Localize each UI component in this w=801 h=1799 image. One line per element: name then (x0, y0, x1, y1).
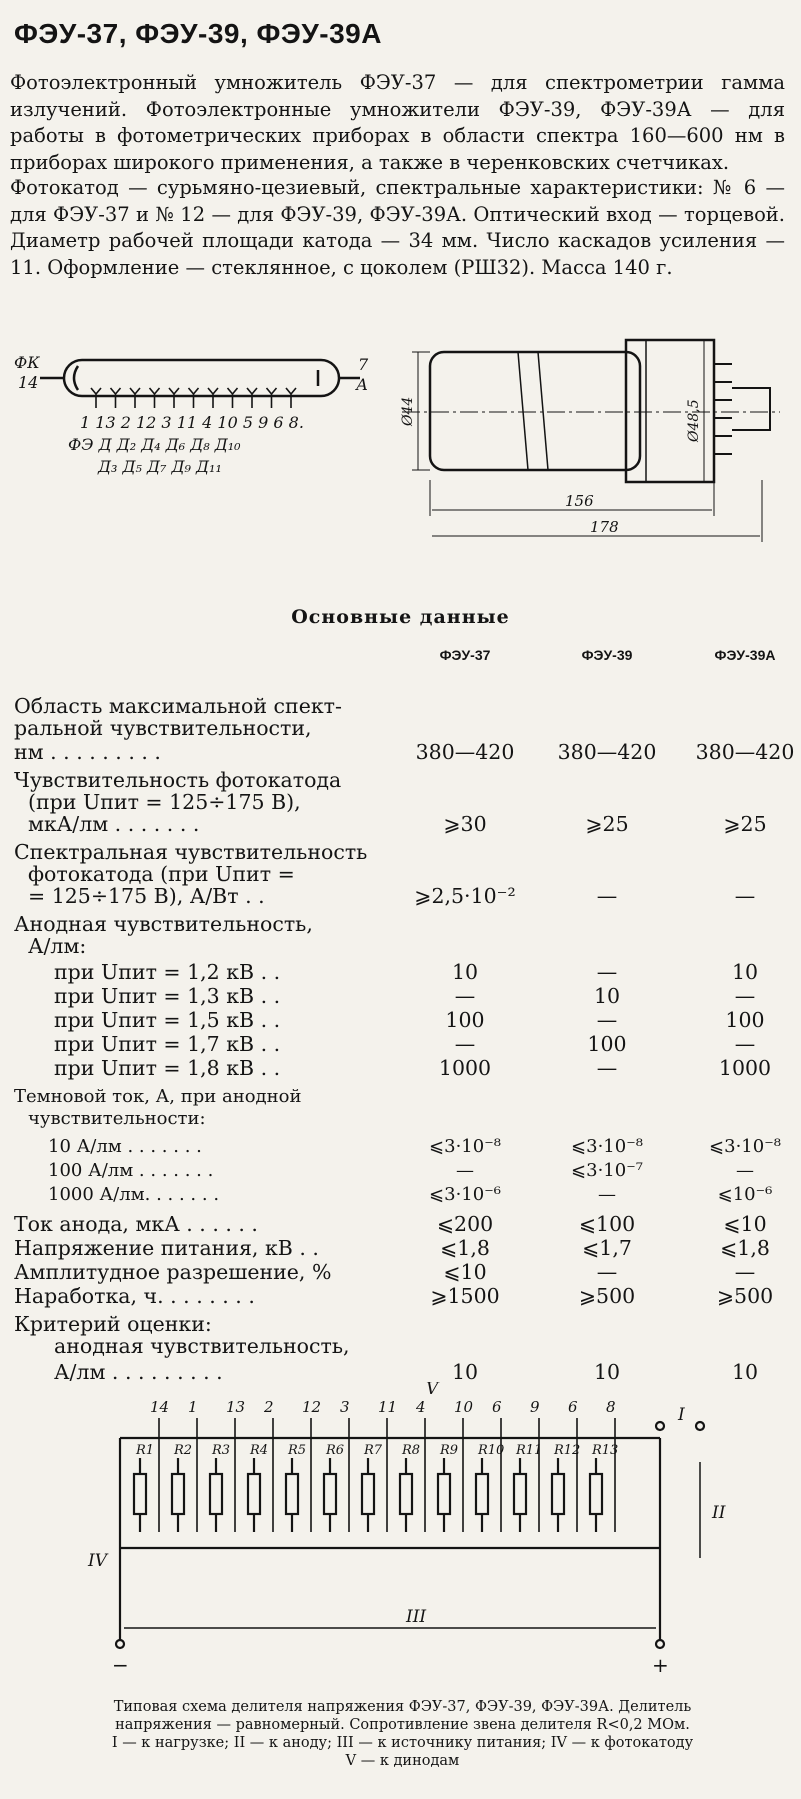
resistor-label: R3 (212, 1443, 231, 1458)
row-value-feu-39a: ⩽3·10⁻⁸ (709, 1136, 781, 1157)
row-label: 1000 А/лм. . . . . . . (48, 1184, 220, 1205)
row-label: Чувствительность фотокатода (14, 768, 342, 792)
resistor (552, 1474, 564, 1514)
row-value-feu-39a: ⩽10⁻⁶ (717, 1184, 773, 1205)
pin-label: 4 (416, 1398, 426, 1416)
resistor-label: R6 (326, 1443, 345, 1458)
dynode-symbol (247, 388, 257, 408)
label-v-dynodes: V (426, 1382, 439, 1399)
dimension-d48-5: Ø48,5 (686, 399, 702, 442)
intro-paragraph-purpose: Фотоэлектронный умножитель ФЭУ-37 — для спектрометрии гамма излучений. Фотоэлектронные умножители ФЭУ-39, ФЭУ-39А — для работы в фотометрических приборах в области спектра 160—600 нм в приборах широкого применения, а также в черенковских счетчиках. (10, 71, 785, 174)
row-value-feu-39: — (596, 884, 618, 908)
row-label: при Uпит = 1,3 кВ . . (54, 984, 281, 1008)
row-value-feu-39: ⩽3·10⁻⁷ (571, 1160, 643, 1181)
intro-paragraph-specs: Фотокатод — сурьмяно-цезиевый, спектральные характеристики: № 6 — для ФЭУ-37 и № 12 — для ФЭУ-39, ФЭУ-39А. Оптический вход — торцевой. Диаметр рабочей площади катода — 34 мм. Число каскадов усиления — 11. Оформление — стеклянное, с цоколем (РШ32). Масса 140 г. (10, 176, 785, 279)
row-label: Область максимальной спект- (14, 694, 342, 718)
caption-line-4: V — к динодам (345, 1753, 460, 1769)
row-value-feu-39a: ⩾500 (716, 1284, 774, 1308)
pin-label: 2 (264, 1398, 274, 1416)
label-photocathode: ФК (14, 353, 40, 372)
label-pin-7: 7 (358, 355, 369, 374)
row-value-feu-39a: — (736, 1160, 754, 1181)
row-label: ральной чувствительности, (14, 716, 312, 740)
resistor-label: R4 (250, 1443, 269, 1458)
row-value-feu-37: ⩽10 (443, 1260, 487, 1284)
row-value-feu-39: — (596, 1260, 618, 1284)
resistor (324, 1474, 336, 1514)
row-label: фотокатода (при Uпит = (28, 862, 295, 886)
row-label: при Uпит = 1,5 кВ . . (54, 1008, 281, 1032)
resistor (210, 1474, 222, 1514)
row-label: Напряжение питания, кВ . . (14, 1236, 319, 1260)
row-label: А/лм: (28, 934, 87, 958)
plus-terminal: + (652, 1653, 669, 1677)
row-value-feu-39: ⩽3·10⁻⁸ (571, 1136, 643, 1157)
row-label: Критерий оценки: (14, 1312, 212, 1336)
resistor-label: R11 (516, 1443, 543, 1458)
resistor (514, 1474, 526, 1514)
row-label: 100 А/лм . . . . . . . (48, 1160, 214, 1181)
dynode-symbol (130, 388, 140, 408)
resistor-label: R7 (364, 1443, 383, 1458)
dynode-symbol (111, 388, 121, 408)
resistor (438, 1474, 450, 1514)
tube-diagram (0, 330, 801, 560)
row-label: при Uпит = 1,8 кВ . . (54, 1056, 281, 1080)
row-value-feu-39: 10 (593, 984, 621, 1008)
resistor-chain (134, 1418, 615, 1532)
page-title: ФЭУ-37, ФЭУ-39, ФЭУ-39А (14, 18, 382, 49)
pin-label: 6 (568, 1398, 578, 1416)
row-value-feu-39a: ⩽1,8 (720, 1236, 770, 1260)
row-value-feu-37: ⩾30 (443, 812, 487, 836)
dynode-symbols (91, 388, 296, 408)
caption-line-1: Типовая схема делителя напряжения ФЭУ-37, ФЭУ-39, ФЭУ-39А. Делитель (113, 1699, 692, 1715)
row-value-feu-39a: — (734, 1260, 756, 1284)
electrode-labels-row2: Д₃ Д₅ Д₇ Д₉ Д₁₁ (98, 457, 222, 476)
dimension-178: 178 (590, 518, 619, 536)
row-value-feu-39: — (598, 1184, 616, 1205)
row-label: Ток анода, мкА . . . . . . (14, 1212, 258, 1236)
row-value-feu-39: ⩾25 (585, 812, 629, 836)
row-value-feu-39a: ⩽10 (723, 1212, 767, 1236)
dynode-symbol (286, 388, 296, 408)
label-ii-anode: II (712, 1503, 726, 1523)
row-value-feu-39: 10 (593, 1360, 621, 1384)
dimension-156: 156 (565, 492, 594, 510)
resistor-label: R2 (174, 1443, 193, 1458)
pin-label: 6 (492, 1398, 502, 1416)
row-value-feu-39a: 10 (731, 960, 759, 984)
pin-numbers: 1 13 2 12 3 11 4 10 5 9 6 8. (80, 413, 304, 432)
label-i-load: I (678, 1405, 685, 1425)
label-anode: А (356, 375, 369, 394)
pin-label: 3 (340, 1398, 350, 1416)
pin-label: 12 (302, 1398, 322, 1416)
row-value-feu-37: 10 (451, 960, 479, 984)
label-iv-cathode: IV (88, 1551, 107, 1571)
row-label: 10 А/лм . . . . . . . (48, 1136, 202, 1157)
row-value-feu-39: ⩽1,7 (582, 1236, 632, 1260)
electrode-labels-row1: ФЭ Д Д₂ Д₄ Д₆ Д₈ Д₁₀ (68, 435, 241, 454)
resistor (286, 1474, 298, 1514)
row-value-feu-37: — (454, 1032, 476, 1056)
row-value-feu-39: — (596, 1008, 618, 1032)
row-label: = 125÷175 В), А/Вт . . (28, 884, 265, 908)
row-value-feu-37: ⩽1,8 (440, 1236, 490, 1260)
row-value-feu-37: ⩽200 (436, 1212, 494, 1236)
divider-circuit-diagram (0, 1382, 801, 1692)
pin-label: 1 (188, 1398, 198, 1416)
row-value-feu-39a: — (734, 884, 756, 908)
dynode-symbol (208, 388, 218, 408)
row-label: Анодная чувствительность, (14, 912, 313, 936)
row-value-feu-37: 380—420 (415, 740, 515, 764)
tube-body (430, 352, 640, 470)
row-value-feu-37: ⩾2,5·10⁻² (414, 884, 516, 908)
row-value-feu-39a: 380—420 (695, 740, 795, 764)
row-label: при Uпит = 1,2 кВ . . (54, 960, 281, 984)
caption-line-3: I — к нагрузке; II — к аноду; III — к источнику питания; IV — к фотокатоду (111, 1735, 694, 1751)
pin-label: 9 (530, 1398, 540, 1416)
label-iii-power: III (406, 1607, 427, 1627)
dynode-symbol (189, 388, 199, 408)
dynode-symbol (169, 388, 179, 408)
row-value-feu-37: ⩽3·10⁻⁸ (429, 1136, 501, 1157)
row-value-feu-39: 100 (587, 1032, 627, 1056)
caption-line-2: напряжения — равномерный. Сопротивление звена делителя R<0,2 МОм. (115, 1717, 690, 1733)
row-label: нм . . . . . . . . . (14, 740, 161, 764)
row-value-feu-39a: ⩾25 (723, 812, 767, 836)
pin-label: 14 (150, 1398, 170, 1416)
row-value-feu-37: ⩽3·10⁻⁶ (429, 1184, 501, 1205)
row-label: Наработка, ч. . . . . . . . (14, 1284, 255, 1308)
dynode-symbol (91, 388, 101, 408)
row-value-feu-37: — (456, 1160, 474, 1181)
row-value-feu-39a: — (734, 1032, 756, 1056)
column-feu-37: ФЭУ-37 (439, 647, 491, 663)
dynode-symbol (228, 388, 238, 408)
row-label: при Uпит = 1,7 кВ . . (54, 1032, 281, 1056)
resistor (172, 1474, 184, 1514)
resistor (362, 1474, 374, 1514)
row-value-feu-37: 10 (451, 1360, 479, 1384)
column-feu-39a: ФЭУ-39А (714, 647, 776, 663)
resistor (248, 1474, 260, 1514)
row-label: (при Uпит = 125÷175 В), (28, 790, 301, 814)
resistor-label: R8 (402, 1443, 421, 1458)
row-value-feu-39a: 10 (731, 1360, 759, 1384)
tube-envelope (64, 360, 339, 396)
row-value-feu-37: ⩾1500 (430, 1284, 500, 1308)
label-pin-14: 14 (18, 373, 39, 392)
pin-label: 8 (606, 1398, 616, 1416)
row-value-feu-39a: — (734, 984, 756, 1008)
row-value-feu-37: 100 (445, 1008, 485, 1032)
row-label: мкА/лм . . . . . . . (28, 812, 200, 836)
row-value-feu-39a: 100 (725, 1008, 765, 1032)
row-value-feu-39: — (596, 1056, 618, 1080)
row-value-feu-39: ⩾500 (578, 1284, 636, 1308)
row-value-feu-39a: 1000 (718, 1056, 772, 1080)
row-value-feu-37: 1000 (438, 1056, 492, 1080)
table-heading: Основные данные (291, 606, 510, 628)
row-value-feu-39: ⩽100 (578, 1212, 636, 1236)
resistor (400, 1474, 412, 1514)
resistor (134, 1474, 146, 1514)
photocathode-symbol (74, 366, 78, 390)
row-value-feu-39: — (596, 960, 618, 984)
row-label: Спектральная чувствительность (14, 840, 368, 864)
resistor-label: R9 (440, 1443, 459, 1458)
row-value-feu-39: 380—420 (557, 740, 657, 764)
column-feu-39: ФЭУ-39 (581, 647, 633, 663)
row-label: анодная чувствительность, (54, 1334, 350, 1358)
row-label: А/лм . . . . . . . . . (54, 1360, 223, 1384)
row-label: чувствительности: (28, 1108, 206, 1129)
minus-terminal: − (112, 1653, 129, 1677)
dimension-d44: Ø44 (400, 396, 416, 426)
resistor-label: R5 (288, 1443, 307, 1458)
row-label: Темновой ток, А, при анодной (14, 1086, 302, 1107)
row-value-feu-37: — (454, 984, 476, 1008)
resistor-label: R1 (136, 1443, 155, 1458)
resistor-label: R12 (554, 1443, 581, 1458)
resistor (590, 1474, 602, 1514)
row-label: Амплитудное разрешение, % (14, 1260, 332, 1284)
dynode-symbol (267, 388, 277, 408)
figure-caption (10, 1698, 795, 1770)
resistor-label: R10 (478, 1443, 505, 1458)
pin-label: 10 (454, 1398, 474, 1416)
resistor (476, 1474, 488, 1514)
dynode-symbol (150, 388, 160, 408)
pin-label: 13 (226, 1398, 246, 1416)
resistor-label: R13 (592, 1443, 619, 1458)
pin-label: 11 (378, 1398, 398, 1416)
